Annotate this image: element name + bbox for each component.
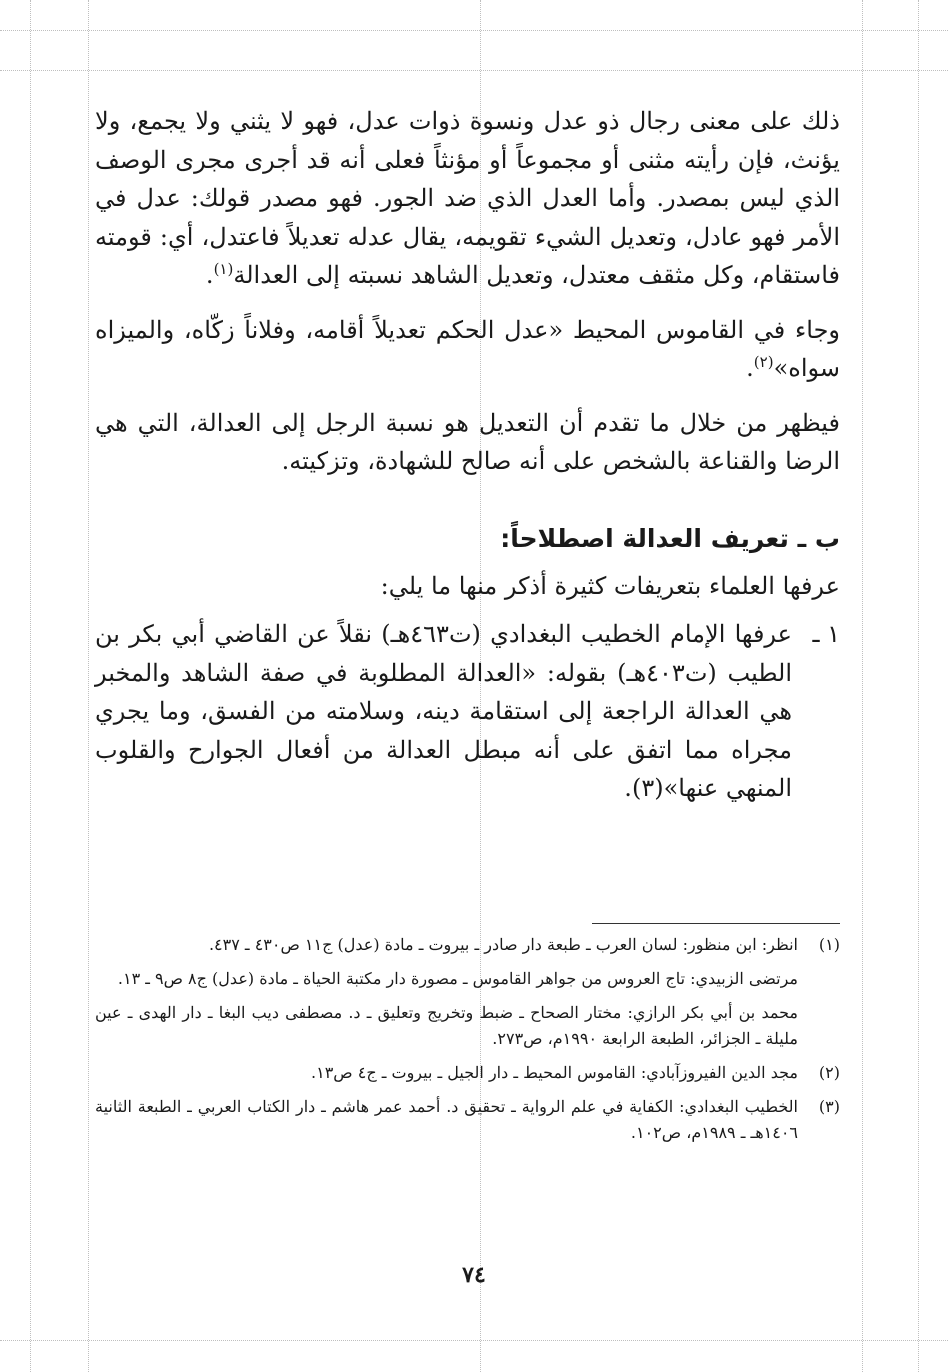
footnote-text: الخطيب البغدادي: الكفاية في علم الرواية ـ تحقيق د. أحمد عمر هاشم ـ دار الكتاب العربي ـ الطبعة الثانية ١٤٠٦هـ ـ ١٩٨٩م، ص١٠٢. xyxy=(95,1097,798,1142)
scan-guide-line xyxy=(0,70,948,71)
footnote-number: (٣) xyxy=(818,1097,840,1116)
list-item-number: ١ ـ xyxy=(812,620,840,648)
footnote-ref-3[interactable]: (٣) xyxy=(631,774,664,802)
footnotes xyxy=(95,932,840,1146)
page-number: ٧٤ xyxy=(462,1262,486,1288)
scan-guide-line xyxy=(862,0,863,1372)
footnote-item xyxy=(95,1094,840,1146)
section-heading: ب ـ تعريف العدالة اصطلاحاً: xyxy=(500,523,840,553)
paragraph-3: فيظهر من خلال ما تقدم أن التعديل هو نسبة الرجل إلى العدالة، التي هي الرضا والقناعة بالشخص على أنه صالح للشهادة، وتزكيته. xyxy=(95,408,840,475)
scan-guide-line xyxy=(30,0,31,1372)
paragraph-1: ذلك على معنى رجال ذو عدل ونسوة ذوات عدل، فهو لا يثني ولا يجمع، ولا يؤنث، فإن رأيته مثنى أو مجموعاً أو مؤنثاً فعلى أنه قد أجرى مجرى الوصف الذي ليس بمصدر. وأما العدل الذي ضد الجور. فهو مصدر قولك: عدل في الأمر فهو عادل، وتعديل الشيء تقويمه، يقال عدله تعديلاً فاعتدل، أي: قومته فاستقام، وكل مثقف معتدل، وتعديل الشاهد نسبته إلى العدالة$^{(١)}$. xyxy=(95,107,840,289)
scan-guide-line xyxy=(918,0,919,1372)
scan-guide-line xyxy=(0,1340,948,1341)
footnote-ref-2[interactable]: (٢) xyxy=(753,353,774,371)
footnote-text: مرتضى الزبيدي: تاج العروس من جواهر القاموس ـ مصورة دار مكتبة الحياة ـ مادة (عدل) ج٨ ص٩ ـ ١٣. xyxy=(117,969,798,988)
list-item-text: عرفها الإمام الخطيب البغدادي (ت٤٦٣هـ) نقلاً عن القاضي أبي بكر بن الطيب (ت٤٠٣هـ) بقوله: «العدالة المطلوبة في صفة الشاهد والمخبر هي العدالة الراجعة إلى استقامة دينه، وسلامته من الفسق، وما يجري مجراه مما اتفق على أنه مبطل العدالة من أفعال الجوارح والقلوب المنهي عنها»(٣). xyxy=(95,620,792,802)
footnote-text: محمد بن أبي بكر الرازي: مختار الصحاح ـ ضبط وتخريج وتعليق ـ د. مصطفى ديب البغا ـ دار الهدى ـ عين مليلة ـ الجزائر، الطبعة الرابعة ١٩٩٠م، ص٢٧٣. xyxy=(95,1003,798,1048)
intro-line: عرفها العلماء بتعريفات كثيرة أذكر منها ما يلي: xyxy=(380,571,840,600)
footnote-text: انظر: ابن منظور: لسان العرب ـ طبعة دار صادر ـ بيروت ـ مادة (عدل) ج١١ ص٤٣٠ ـ ٤٣٧. xyxy=(208,935,798,954)
footnote-number: (١) xyxy=(818,935,840,954)
footnote-item xyxy=(95,932,840,958)
footnote-text: مجد الدين الفيروزآبادي: القاموس المحيط ـ دار الجيل ـ بيروت ـ ج٤ ص١٣. xyxy=(311,1063,798,1082)
footnote-number xyxy=(798,966,840,992)
page-body xyxy=(95,102,840,808)
footnote-item xyxy=(95,1060,840,1086)
list-item xyxy=(95,615,840,808)
footnote-item xyxy=(95,1000,840,1052)
footnote-item xyxy=(95,966,840,992)
paragraph-2: وجاء في القاموس المحيط «عدل الحكم تعديلاً أقامه، وفلاناً زكّاه، والميزاه سواه»$^{(٢)}$. xyxy=(95,315,840,382)
scan-guide-line xyxy=(88,0,89,1372)
footnote-ref-1[interactable]: (١) xyxy=(213,260,234,278)
footnote-number: (٢) xyxy=(818,1063,840,1082)
footnote-divider xyxy=(592,923,840,924)
footnote-number xyxy=(798,1000,840,1052)
scan-guide-line xyxy=(0,30,948,31)
